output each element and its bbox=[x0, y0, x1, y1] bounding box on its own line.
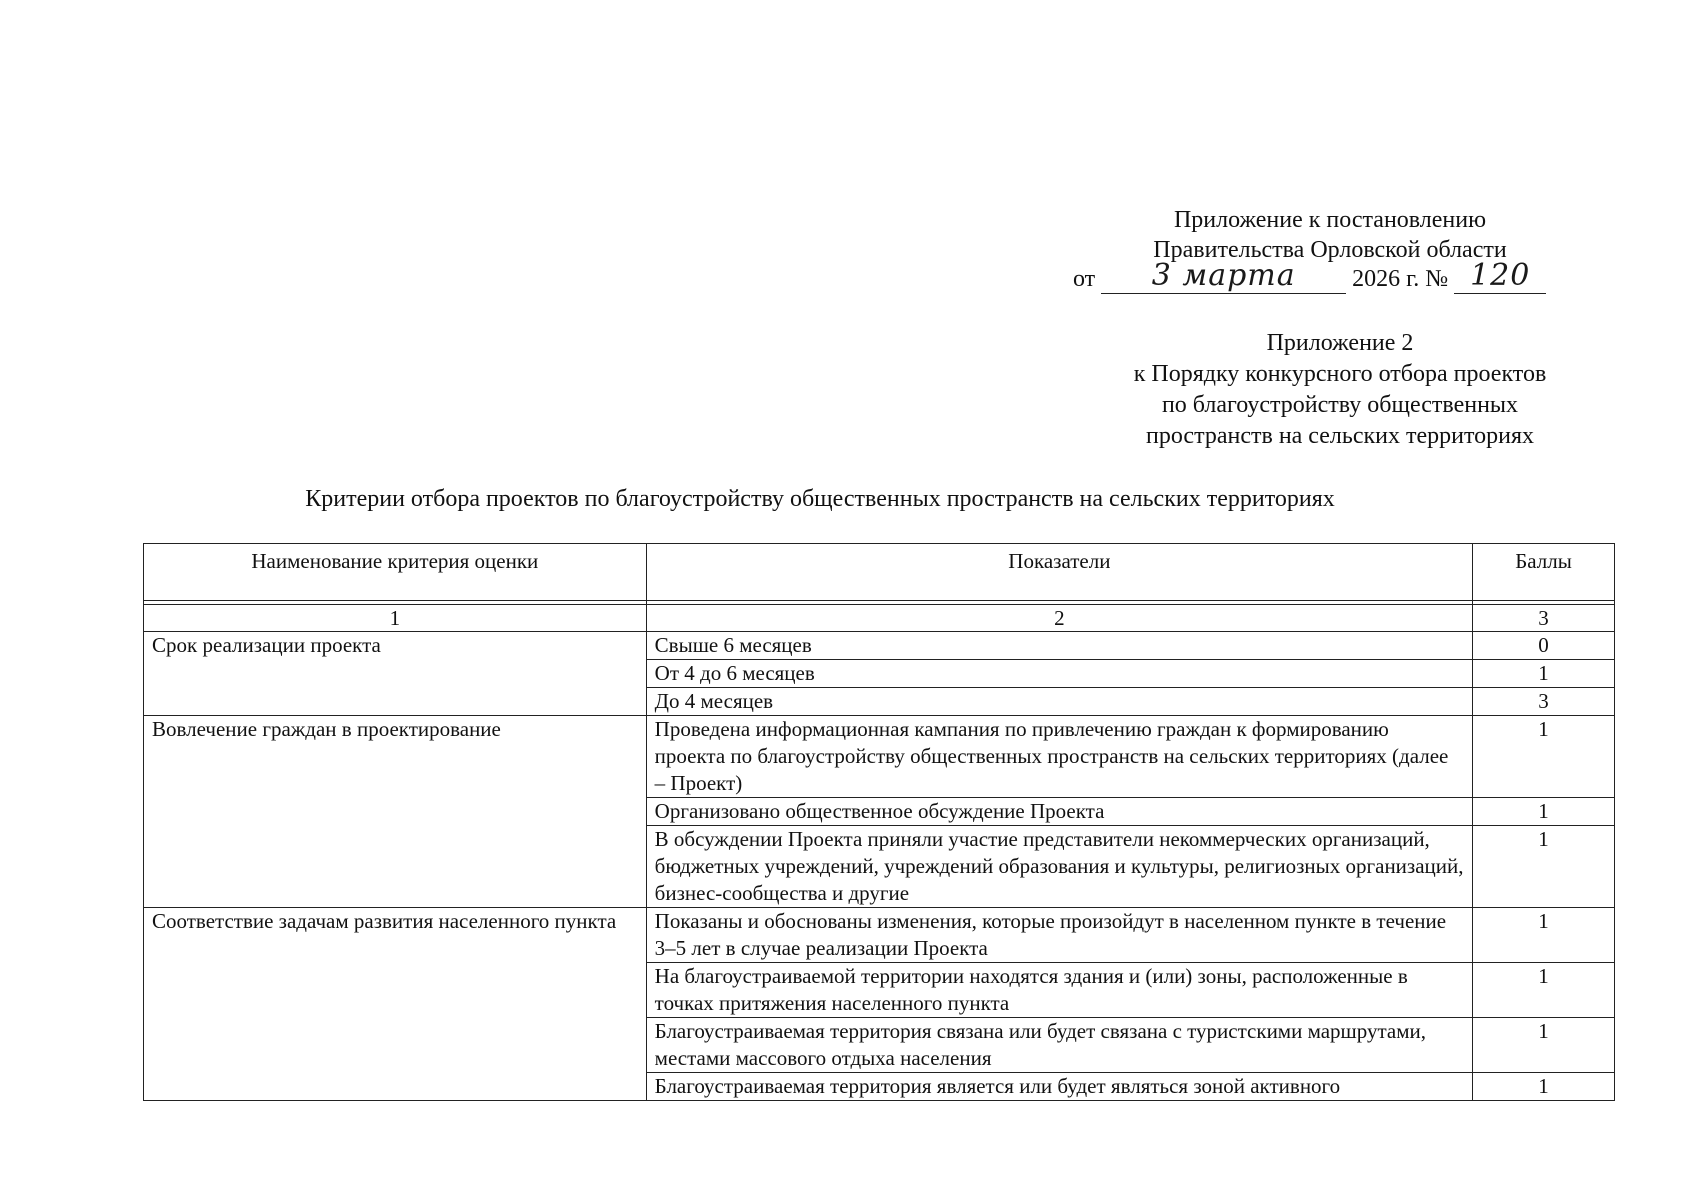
indicator-cell: Показаны и обоснованы изменения, которые произойдут в населенном пункте в течение 3–5 лет в случае реализации Проекта bbox=[646, 908, 1472, 963]
points-cell: 3 bbox=[1473, 688, 1615, 716]
criterion-cell: Вовлечение граждан в проектирование bbox=[144, 716, 647, 908]
indicator-cell: Благоустраиваемая территория является или будет являться зоной активного bbox=[646, 1073, 1472, 1101]
indicator-cell: На благоустраиваемой территории находятся здания и (или) зоны, расположенные в точках притяжения населенного пункта bbox=[646, 963, 1472, 1018]
handwritten-date: 3 марта bbox=[1151, 258, 1296, 293]
indicator-cell: Проведена информационная кампания по привлечению граждан к формированию проекта по благоустройству общественных пространств на сельских территориях (далее – Проект) bbox=[646, 716, 1472, 798]
table-row bbox=[144, 716, 1615, 798]
points-cell: 1 bbox=[1473, 963, 1615, 1018]
header-indicators: Показатели bbox=[646, 544, 1472, 601]
table-row bbox=[144, 908, 1615, 963]
points-cell: 1 bbox=[1473, 660, 1615, 688]
table-row bbox=[144, 632, 1615, 660]
column-number-3: 3 bbox=[1473, 605, 1615, 632]
appendix-line-1: Приложение к постановлению bbox=[1173, 207, 1487, 233]
column-number-2: 2 bbox=[646, 605, 1472, 632]
points-cell: 1 bbox=[1473, 1073, 1615, 1101]
indicator-cell: В обсуждении Проекта приняли участие представители некоммерческих организаций, бюджетных учреждений, учреждений образования и культуры, религиозных организаций, бизнес-сообщества и другие bbox=[646, 826, 1472, 908]
header-criterion: Наименование критерия оценки bbox=[144, 544, 647, 601]
points-cell: 1 bbox=[1473, 716, 1615, 798]
order-line-4: пространств на сельских территориях bbox=[1145, 423, 1535, 449]
indicator-cell: Организовано общественное обсуждение Проекта bbox=[646, 798, 1472, 826]
header-points: Баллы bbox=[1473, 544, 1615, 601]
indicator-cell: До 4 месяцев bbox=[646, 688, 1472, 716]
table-header-row bbox=[144, 544, 1615, 601]
number-blank bbox=[1454, 258, 1546, 294]
date-blank bbox=[1101, 258, 1346, 294]
order-line-2: к Порядку конкурсного отбора проектов bbox=[1133, 361, 1547, 387]
order-line-3: по благоустройству общественных bbox=[1161, 392, 1519, 418]
column-number-row bbox=[144, 605, 1615, 632]
criterion-cell: Срок реализации проекта bbox=[144, 632, 647, 716]
order-reference bbox=[1060, 328, 1620, 452]
column-number-1: 1 bbox=[144, 605, 647, 632]
indicator-cell: От 4 до 6 месяцев bbox=[646, 660, 1472, 688]
points-cell: 1 bbox=[1473, 798, 1615, 826]
points-cell: 0 bbox=[1473, 632, 1615, 660]
year-and-number-label: 2026 г. № bbox=[1352, 266, 1449, 292]
points-cell: 1 bbox=[1473, 1018, 1615, 1073]
date-prefix: от bbox=[1073, 266, 1096, 292]
indicator-cell: Благоустраиваемая территория связана или будет связана с туристскими маршрутами, местами массового отдыха населения bbox=[646, 1018, 1472, 1073]
points-cell: 1 bbox=[1473, 908, 1615, 963]
document-title: Критерии отбора проектов по благоустройству общественных пространств на сельских территориях bbox=[305, 486, 1335, 512]
resolution-date-line bbox=[1073, 258, 1593, 294]
indicator-cell: Свыше 6 месяцев bbox=[646, 632, 1472, 660]
appendix-header bbox=[1050, 205, 1610, 265]
order-line-1: Приложение 2 bbox=[1266, 330, 1414, 356]
points-cell: 1 bbox=[1473, 826, 1615, 908]
handwritten-number: 120 bbox=[1470, 258, 1531, 293]
criterion-cell: Соответствие задачам развития населенного пункта bbox=[144, 908, 647, 1101]
appendix-line-2: Правительства Орловской области bbox=[1153, 237, 1507, 263]
criteria-table bbox=[143, 543, 1615, 1101]
